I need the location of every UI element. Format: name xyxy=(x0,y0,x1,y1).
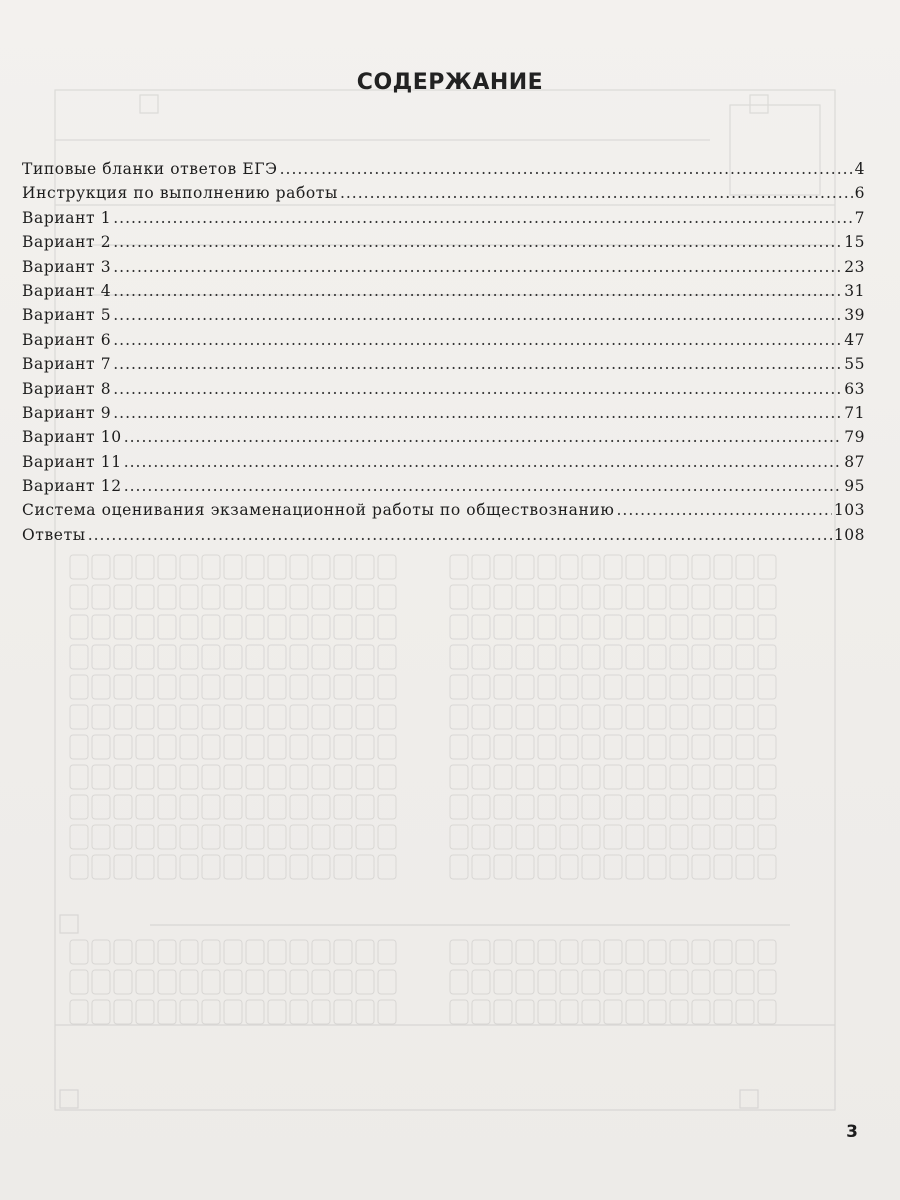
toc-leader-dots xyxy=(340,181,853,205)
page-number: 3 xyxy=(846,1122,858,1142)
toc-entry[interactable] xyxy=(22,279,865,303)
toc-entry-label: Вариант 7 xyxy=(22,355,112,374)
toc-leader-dots xyxy=(113,279,842,303)
toc-leader-dots xyxy=(113,401,842,425)
toc-entry-label: Вариант 12 xyxy=(22,477,122,496)
toc-entry-page: 15 xyxy=(844,233,865,252)
toc-entry-page: 108 xyxy=(833,525,865,544)
toc-entry[interactable] xyxy=(22,206,865,230)
toc-entry-page: 47 xyxy=(844,330,865,349)
toc-entry-page: 95 xyxy=(844,477,865,496)
toc-entry-page: 103 xyxy=(833,501,865,520)
toc-entry-label: Вариант 11 xyxy=(22,452,122,471)
toc-entry-page: 63 xyxy=(844,379,865,398)
toc-entry-label: Вариант 8 xyxy=(22,379,112,398)
toc-entry-page: 39 xyxy=(844,306,865,325)
toc-entry-page: 7 xyxy=(854,208,865,227)
toc-entry-page: 31 xyxy=(844,281,865,300)
toc-leader-dots xyxy=(113,303,842,327)
toc-entry[interactable] xyxy=(22,523,865,547)
table-of-contents xyxy=(22,157,865,547)
toc-entry-label: Вариант 5 xyxy=(22,306,112,325)
toc-entry[interactable] xyxy=(22,230,865,254)
toc-entry-label: Типовые бланки ответов ЕГЭ xyxy=(22,160,278,178)
toc-leader-dots xyxy=(124,450,843,474)
toc-leader-dots xyxy=(113,352,842,376)
toc-leader-dots xyxy=(124,474,843,498)
toc-entry-label: Вариант 6 xyxy=(22,330,112,349)
toc-leader-dots xyxy=(113,206,852,230)
toc-entry-page: 71 xyxy=(844,403,865,422)
toc-entry-label: Вариант 9 xyxy=(22,403,112,422)
toc-entry[interactable] xyxy=(22,255,865,279)
toc-entry-page: 23 xyxy=(844,257,865,276)
toc-entry-label: Вариант 10 xyxy=(22,428,122,447)
toc-leader-dots xyxy=(616,498,831,522)
toc-entry-label: Система оценивания экзаменационной работы по обществознанию xyxy=(22,501,615,520)
toc-entry-label: Вариант 2 xyxy=(22,233,112,252)
toc-leader-dots xyxy=(113,328,842,352)
toc-leader-dots xyxy=(113,377,842,401)
toc-leader-dots xyxy=(280,157,853,181)
toc-entry[interactable] xyxy=(22,401,865,425)
toc-entry-label: Вариант 1 xyxy=(22,208,112,227)
toc-leader-dots xyxy=(124,425,843,449)
toc-entry[interactable] xyxy=(22,157,865,181)
page-title: СОДЕРЖАНИЕ xyxy=(356,70,544,95)
toc-leader-dots xyxy=(113,255,842,279)
toc-entry[interactable] xyxy=(22,498,865,522)
toc-entry[interactable] xyxy=(22,425,865,449)
toc-entry[interactable] xyxy=(22,328,865,352)
toc-entry-page: 87 xyxy=(844,452,865,471)
toc-entry[interactable] xyxy=(22,303,865,327)
toc-entry-page: 79 xyxy=(844,428,865,447)
toc-entry-label: Вариант 4 xyxy=(22,281,112,300)
toc-entry[interactable] xyxy=(22,474,865,498)
toc-entry[interactable] xyxy=(22,450,865,474)
toc-entry-page: 4 xyxy=(854,160,865,178)
toc-entry-label: Инструкция по выполнению работы xyxy=(22,184,338,203)
toc-entry[interactable] xyxy=(22,352,865,376)
toc-entry-page: 55 xyxy=(844,355,865,374)
toc-entry[interactable] xyxy=(22,377,865,401)
toc-leader-dots xyxy=(113,230,842,254)
toc-entry[interactable] xyxy=(22,181,865,205)
toc-entry-page: 6 xyxy=(854,184,865,203)
toc-entry-label: Ответы xyxy=(22,525,86,544)
toc-entry-label: Вариант 3 xyxy=(22,257,112,276)
toc-leader-dots xyxy=(88,523,832,547)
